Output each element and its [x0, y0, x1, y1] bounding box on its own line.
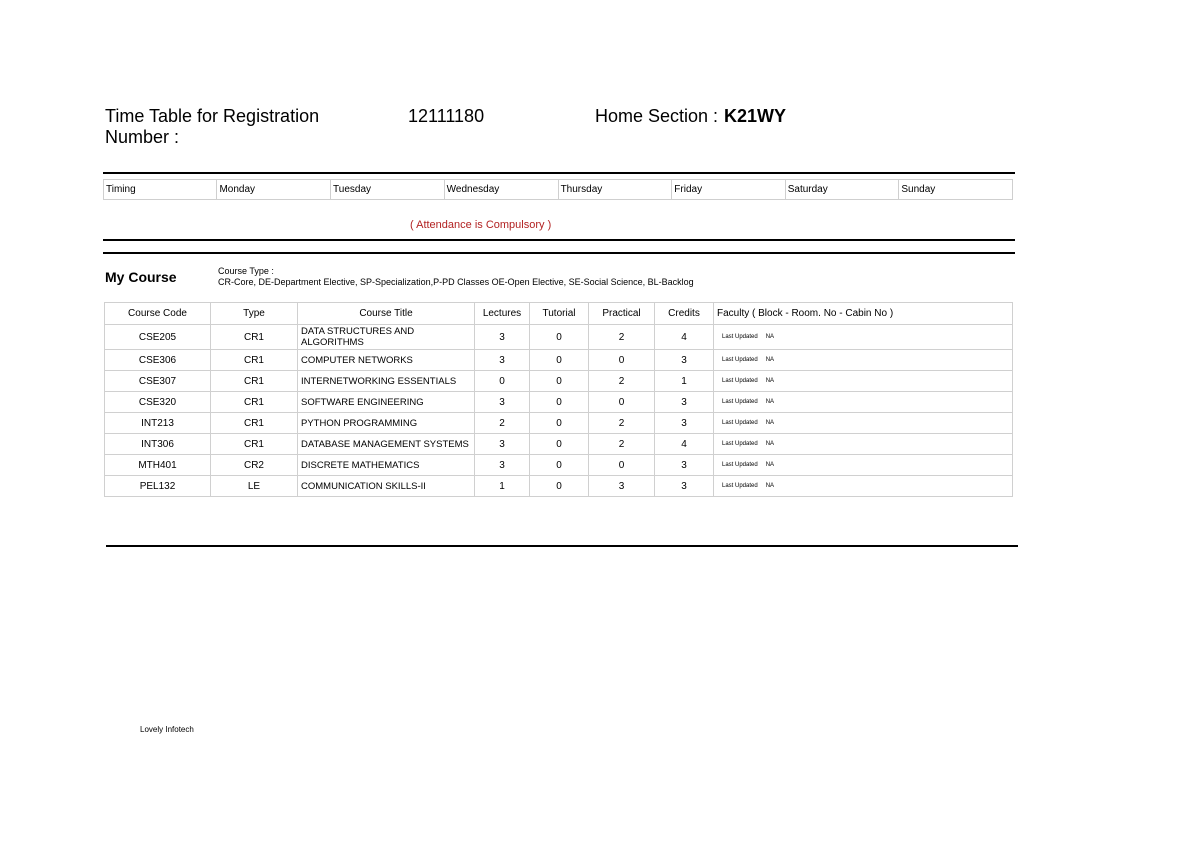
col-practical: Practical — [589, 303, 655, 325]
table-row — [105, 455, 1013, 476]
last-updated-label: Last Updated — [722, 419, 758, 426]
course-type: CR1 — [211, 325, 298, 350]
course-code: INT306 — [105, 434, 211, 455]
timing-col-sunday: Sunday — [899, 180, 1013, 200]
course-title: DATA STRUCTURES AND ALGORITHMS — [298, 325, 475, 350]
course-credits: 4 — [655, 325, 714, 350]
course-title: DISCRETE MATHEMATICS — [298, 455, 475, 476]
col-credits: Credits — [655, 303, 714, 325]
last-updated-label: Last Updated — [722, 333, 758, 340]
course-title: DATABASE MANAGEMENT SYSTEMS — [298, 434, 475, 455]
course-faculty — [714, 413, 1013, 434]
course-faculty — [714, 434, 1013, 455]
course-faculty — [714, 455, 1013, 476]
last-updated-label: Last Updated — [722, 356, 758, 363]
course-practical: 0 — [589, 455, 655, 476]
course-tutorial: 0 — [530, 392, 589, 413]
course-lectures: 3 — [475, 350, 530, 371]
course-lectures: 3 — [475, 455, 530, 476]
divider-top — [103, 239, 1015, 241]
course-type: CR1 — [211, 350, 298, 371]
course-type: CR1 — [211, 413, 298, 434]
last-updated-label: Last Updated — [722, 461, 758, 468]
courses-table — [104, 302, 1013, 497]
last-updated-label: Last Updated — [722, 482, 758, 489]
course-credits: 3 — [655, 455, 714, 476]
timing-col-monday: Monday — [217, 180, 331, 200]
faculty-value: NA — [765, 377, 775, 384]
last-updated-label: Last Updated — [722, 377, 758, 384]
course-practical: 2 — [589, 371, 655, 392]
table-row — [105, 434, 1013, 455]
course-lectures: 0 — [475, 371, 530, 392]
course-code: CSE205 — [105, 325, 211, 350]
timing-header-row — [104, 180, 1013, 200]
course-tutorial: 0 — [530, 434, 589, 455]
faculty-value: NA — [765, 356, 775, 363]
course-type: CR2 — [211, 455, 298, 476]
course-code: PEL132 — [105, 476, 211, 497]
course-faculty — [714, 371, 1013, 392]
course-type: CR1 — [211, 371, 298, 392]
timing-col-thursday: Thursday — [558, 180, 672, 200]
course-title: COMMUNICATION SKILLS-II — [298, 476, 475, 497]
footer-credit: Lovely Infotech — [140, 725, 194, 734]
faculty-value: NA — [765, 440, 775, 447]
last-updated-label: Last Updated — [722, 398, 758, 405]
table-row — [105, 392, 1013, 413]
faculty-value: NA — [765, 461, 775, 468]
courses-header-row — [105, 303, 1013, 325]
course-lectures: 3 — [475, 434, 530, 455]
course-faculty — [714, 392, 1013, 413]
header-divider — [103, 172, 1015, 174]
course-tutorial: 0 — [530, 455, 589, 476]
course-lectures: 3 — [475, 392, 530, 413]
course-lectures: 2 — [475, 413, 530, 434]
course-code: MTH401 — [105, 455, 211, 476]
course-lectures: 1 — [475, 476, 530, 497]
course-title: SOFTWARE ENGINEERING — [298, 392, 475, 413]
table-row — [105, 371, 1013, 392]
my-course-title: My Course — [105, 269, 177, 285]
course-tutorial: 0 — [530, 371, 589, 392]
faculty-value: NA — [765, 419, 775, 426]
course-code: CSE307 — [105, 371, 211, 392]
col-course-code: Course Code — [105, 303, 211, 325]
course-credits: 1 — [655, 371, 714, 392]
col-type: Type — [211, 303, 298, 325]
course-tutorial: 0 — [530, 350, 589, 371]
page-title: Time Table for Registration Number : — [105, 106, 320, 147]
course-faculty — [714, 476, 1013, 497]
timing-col-tuesday: Tuesday — [331, 180, 445, 200]
course-title: COMPUTER NETWORKS — [298, 350, 475, 371]
course-faculty — [714, 325, 1013, 350]
col-lectures: Lectures — [475, 303, 530, 325]
course-code: INT213 — [105, 413, 211, 434]
course-title: PYTHON PROGRAMMING — [298, 413, 475, 434]
attendance-note: ( Attendance is Compulsory ) — [410, 219, 552, 231]
col-tutorial: Tutorial — [530, 303, 589, 325]
timing-col-wednesday: Wednesday — [444, 180, 558, 200]
faculty-value: NA — [765, 333, 775, 340]
course-type: LE — [211, 476, 298, 497]
course-credits: 4 — [655, 434, 714, 455]
faculty-value: NA — [765, 482, 775, 489]
course-code: CSE320 — [105, 392, 211, 413]
course-title: INTERNETWORKING ESSENTIALS — [298, 371, 475, 392]
table-row — [105, 325, 1013, 350]
course-lectures: 3 — [475, 325, 530, 350]
home-section-value: K21WY — [724, 106, 787, 126]
table-row — [105, 476, 1013, 497]
timing-table — [103, 179, 1013, 200]
course-practical: 2 — [589, 325, 655, 350]
course-credits: 3 — [655, 413, 714, 434]
faculty-value: NA — [765, 398, 775, 405]
table-row — [105, 413, 1013, 434]
course-practical: 0 — [589, 392, 655, 413]
timing-col-saturday: Saturday — [785, 180, 899, 200]
course-practical: 3 — [589, 476, 655, 497]
divider-bottom — [103, 252, 1015, 254]
table-row — [105, 350, 1013, 371]
course-type: CR1 — [211, 392, 298, 413]
course-tutorial: 0 — [530, 476, 589, 497]
course-practical: 2 — [589, 413, 655, 434]
col-faculty: Faculty ( Block - Room. No - Cabin No ) — [714, 303, 1013, 325]
course-credits: 3 — [655, 350, 714, 371]
course-type-label: Course Type : — [218, 266, 274, 276]
course-faculty — [714, 350, 1013, 371]
course-credits: 3 — [655, 476, 714, 497]
registration-number: 12111180 — [408, 106, 485, 126]
col-course-title: Course Title — [298, 303, 475, 325]
home-section-label: Home Section : — [595, 106, 719, 126]
course-practical: 2 — [589, 434, 655, 455]
course-tutorial: 0 — [530, 325, 589, 350]
course-practical: 0 — [589, 350, 655, 371]
timing-col-friday: Friday — [672, 180, 785, 200]
course-tutorial: 0 — [530, 413, 589, 434]
course-credits: 3 — [655, 392, 714, 413]
course-code: CSE306 — [105, 350, 211, 371]
course-type: CR1 — [211, 434, 298, 455]
course-type-legend: CR-Core, DE-Department Elective, SP-Specialization,P-PD Classes OE-Open Elective, SE-Social Science, BL-Backlog — [218, 277, 694, 287]
timing-col-timing: Timing — [104, 180, 217, 200]
last-updated-label: Last Updated — [722, 440, 758, 447]
footer-divider — [106, 545, 1018, 547]
